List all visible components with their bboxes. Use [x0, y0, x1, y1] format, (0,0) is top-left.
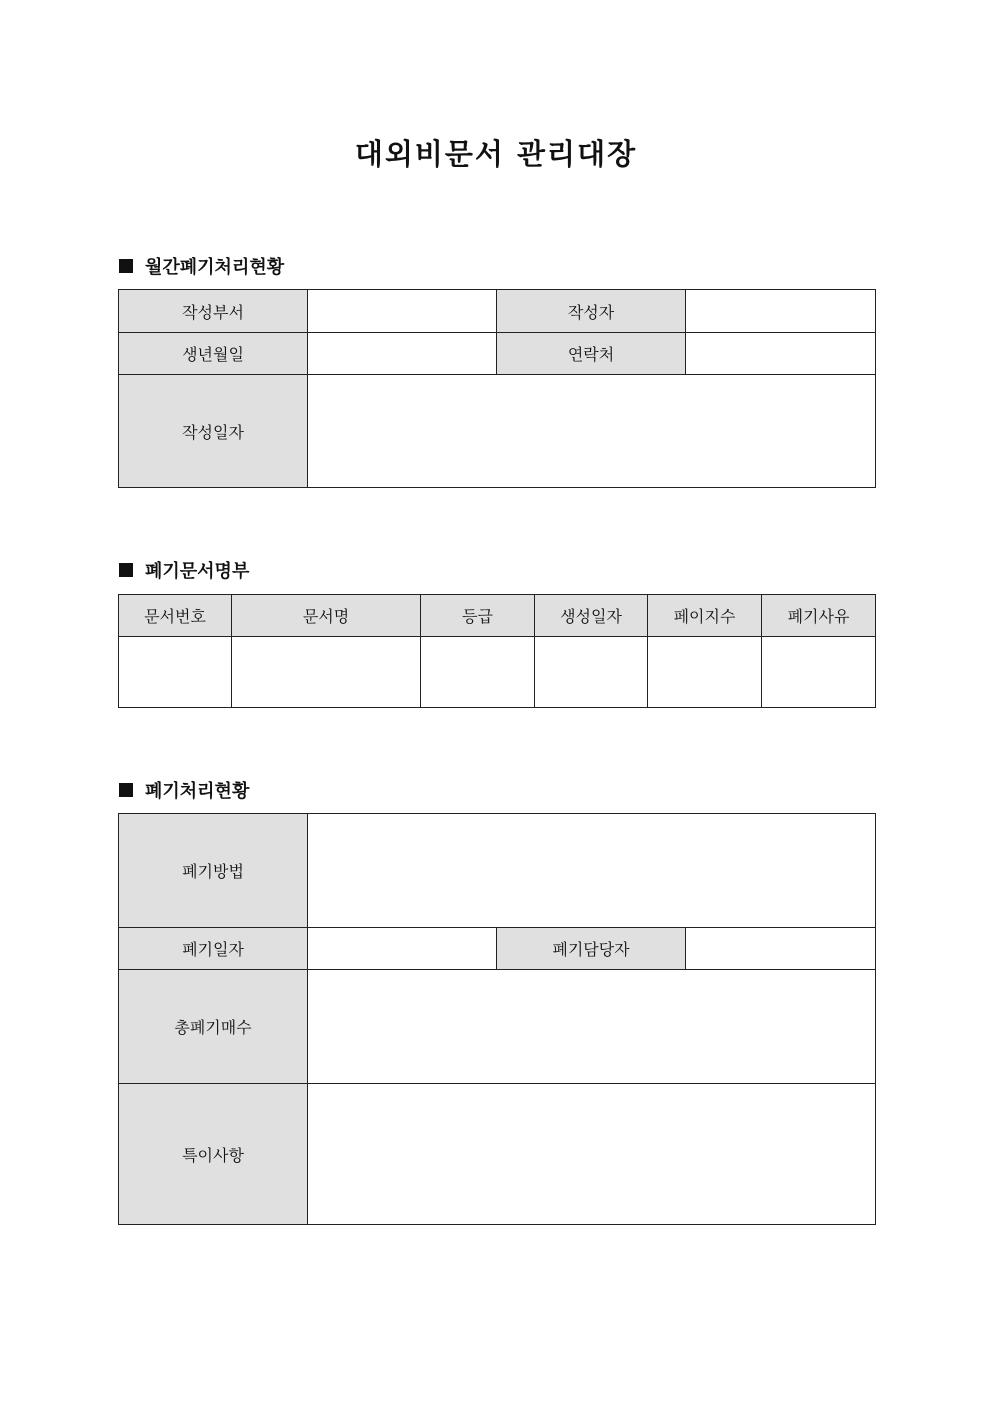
section-heading-label: 월간폐기처리현황 [145, 257, 285, 278]
section-heading-disposal-status [119, 777, 249, 803]
table-row [119, 375, 876, 488]
page-count-cell[interactable] [648, 637, 762, 708]
label-disposal-method: 폐기방법 [119, 814, 308, 928]
col-grade: 등급 [421, 595, 535, 637]
doc-number-cell[interactable] [119, 637, 232, 708]
label-notes: 특이사항 [119, 1084, 308, 1225]
section-heading-label: 폐기처리현황 [145, 781, 250, 802]
label-disposal-date: 폐기일자 [119, 928, 308, 970]
page-title: 대외비문서 관리대장 [354, 137, 638, 171]
table-row [119, 290, 876, 333]
section-heading-monthly [119, 253, 284, 279]
table-row [119, 970, 876, 1084]
table-row [119, 814, 876, 928]
disposed-documents-table [118, 594, 876, 708]
label-writer: 작성자 [497, 290, 686, 333]
label-contact: 연락처 [497, 333, 686, 375]
label-disposal-manager: 폐기담당자 [497, 928, 686, 970]
square-bullet-icon [119, 259, 133, 273]
label-write-date: 작성일자 [119, 375, 308, 488]
grade-cell[interactable] [421, 637, 535, 708]
square-bullet-icon [119, 783, 133, 797]
table-row [119, 333, 876, 375]
table-row [119, 637, 876, 708]
col-doc-name: 문서명 [232, 595, 421, 637]
label-birth: 생년월일 [119, 333, 308, 375]
birth-field[interactable] [308, 333, 497, 375]
section-heading-doc-list [119, 557, 249, 583]
disposal-method-field[interactable] [308, 814, 876, 928]
disposal-status-table [118, 813, 876, 1225]
col-page-count: 페이지수 [648, 595, 762, 637]
section-heading-label: 폐기문서명부 [145, 561, 250, 582]
label-dept: 작성부서 [119, 290, 308, 333]
disposal-date-field[interactable] [308, 928, 497, 970]
writer-field[interactable] [686, 290, 876, 333]
total-sheets-field[interactable] [308, 970, 876, 1084]
notes-field[interactable] [308, 1084, 876, 1225]
table-header-row [119, 595, 876, 637]
created-date-cell[interactable] [535, 637, 648, 708]
table-row [119, 928, 876, 970]
col-disposal-reason: 폐기사유 [762, 595, 876, 637]
col-doc-number: 문서번호 [119, 595, 232, 637]
monthly-disposal-table [118, 289, 876, 488]
label-total-sheets: 총폐기매수 [119, 970, 308, 1084]
table-row [119, 1084, 876, 1225]
dept-field[interactable] [308, 290, 497, 333]
col-created-date: 생성일자 [535, 595, 648, 637]
disposal-reason-cell[interactable] [762, 637, 876, 708]
doc-name-cell[interactable] [232, 637, 421, 708]
disposal-manager-field[interactable] [686, 928, 876, 970]
square-bullet-icon [119, 563, 133, 577]
contact-field[interactable] [686, 333, 876, 375]
write-date-field[interactable] [308, 375, 876, 488]
